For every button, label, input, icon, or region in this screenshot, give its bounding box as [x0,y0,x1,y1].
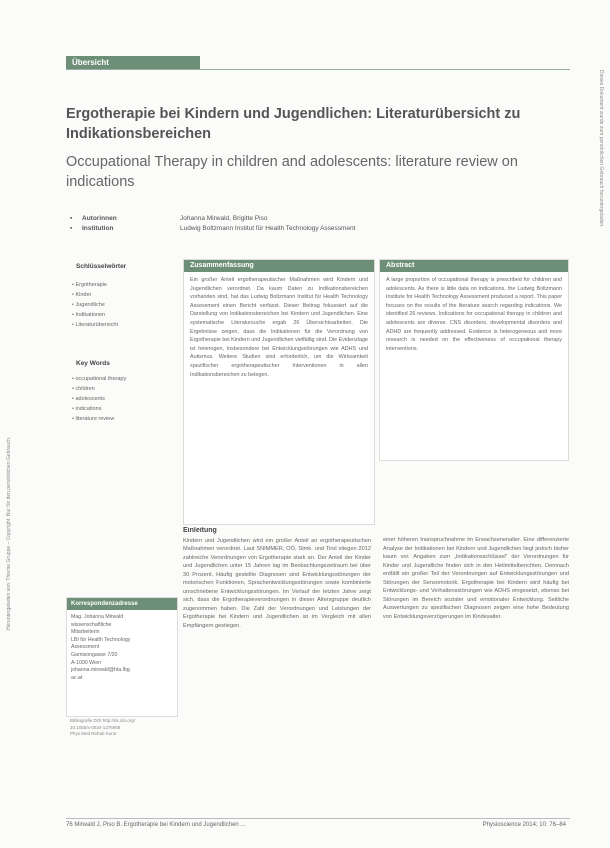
keyword: ▪ children [72,384,126,394]
keyword: ▪ Ergotherapie [72,280,118,290]
keywords-de-list [72,280,118,330]
keyword: ▪ Jugendliche [72,300,118,310]
footer-journal: Physioscience 2014; 10: 76–84 [482,822,566,828]
keywords-de-heading: Schlüsselwörter [76,263,127,270]
keyword: ▪ adolescents [72,394,126,404]
keywords-en-list [72,374,126,424]
abstract-german [183,259,375,525]
keyword: ▪ literature review [72,414,126,424]
institution-value: Ludwig Boltzmann Institut für Health Technology Assessment [180,225,356,232]
bullet-icon: ▪ [70,225,73,232]
institution-label: Institution [82,225,114,232]
correspondence-body: Mag. Johanna Mirwald wissenschaftliche Mitarbeiterin LBI für Health Technology Assessment Garnisongasse 7/20 A-1090 Wien johanna.mirwald@hta.lbg. ac.at [71,614,132,681]
intro-text-1: Kindern und Jugendlichen wird ein großer Anteil an ergotherapeutischen Maßnahmen verordnet. Laut SNIMMER, OÖ, Stmk. und Tirol stiegen 2012 zahlreiche Verordnungen von Ergotherapie stark an. Der Anteil der Kinder und Jugendlichen unter 15 Jahren lag im Beobachtungszeitraum bei über 30 Prozent. Häufig gestellte Diagnosen sind Entwicklungsstörungen der motorischen Funktionen, Sprachentwicklungsstörungen sowie kombinierte umschriebene Entwicklungsstörungen. Im Verlauf der letzten Jahre zeigt sich, dass die Ergotherapieverordnungen in dieser Altersgruppe deutlich zugenommen haben. Die Zahl der Verordnungen und Leistungen der Ergotherapie bei Kindern und Jugendlichen ist im Vergleich mit allen Empfängern gestiegen. [183,537,371,629]
footer-divider [66,818,570,819]
section-label: Übersicht [66,56,200,70]
bullet-icon: ▪ [70,215,73,222]
authors-label: Autorinnen [82,215,117,222]
abstract-english-body: A large proportion of occupational therapy is prescribed for children and adolescents. As there is little data on indications, the Ludwig Boltzmann Institute for Health Technology Assessment produced a report. This paper focuses on the results of the literature search regarding indications. We identified 26 reviews. Indications for occupational therapy in children and adolescents are diverse. CNS disorders, developmental disorders and ADHD are frequently addressed. Evidence is heterogeneous and more research is needed on the effectiveness of occupational therapy interventions. [386,277,562,352]
abstract-german-body: Ein großer Anteil ergotherapeutischer Maßnahmen wird Kindern und Jugendlichen verordnet. Da kaum Daten zu Indikationsbereichen vorhanden sind, hat das Ludwig Boltzmann Institut für Health Technology Assessment einen Bericht verfasst. Dieser Beitrag fokussiert auf die Darstellung von Indikationsbereichen bei Kindern und Jugendlichen. Eine systematische Literatursuche ergab 26 Übersichtsarbeiten. Die Ergebnisse zeigen, dass die Indikationen für die Verordnung von Ergotherapie bei Kindern und Jugendlichen vielfältig sind. Die Evidenzlage ist heterogen, insbesondere bei Entwicklungsstörungen wie ADHS und Autismus. Weitere Studien sind erforderlich, um die Wirksamkeit spezifischer ergotherapeutischer Interventionen in allen Indikationsbereichen zu belegen. [190,277,368,378]
bibliography-doi: Bibliografie DOI http://dx.doi.org/ 10.1055/s-0034-1376958 Phys Med Rehab Kuror [70,718,136,736]
title-english: Occupational Therapy in children and adolescents: literature review on indications [66,154,518,190]
correspondence-heading: Korrespondenzadresse [67,598,177,610]
intro-column-2 [383,536,569,812]
right-watermark: Dieses Dokument wurde zum persönlichen Gebrauch heruntergeladen. [598,70,604,228]
keyword: ▪ occupational therapy [72,374,126,384]
intro-column-1 [183,527,371,812]
abstract-english-heading: Abstract [380,260,568,272]
keyword: ▪ indications [72,404,126,414]
authors-value: Johanna Mirwald, Brigitte Piso [180,215,268,222]
keywords-en-heading: Key Words [76,360,110,367]
keyword: ▪ Kinder [72,290,118,300]
header-divider [66,69,570,70]
abstract-german-heading: Zusammenfassung [184,260,374,272]
intro-text-2: einer höheren Inanspruchnahme im Erwachsenenalter. Eine differenzierte Analyse der Indikationen bei Kindern und Jugendlichen liegt jedoch bisher kaum vor. Angaben zum „Indikationsschlüssel“ der Verordnungen für Kinder und Jugendliche finden sich in den Heilmittelberichten. Demnach entfällt ein großer Teil der Verordnungen auf Entwicklungsstörungen und Störungen der Sensomotorik. Ergotherapie bei Kindern wird häufig bei Entwicklungs- und Verhaltensstörungen wie ADHS eingesetzt, ebenso bei Störungen im Bereich sozialer und emotionaler Entwicklung. Seitliche Auswertungen zu spezifischen Diagnosen zeigen eine hohe Bedeutung von Entwicklungsverzögerungen im Kindesalter. [383,537,569,620]
intro-heading: Einleitung [183,527,217,534]
footer-citation: 76 Mirwald J, Piso B. Ergotherapie bei Kindern und Jugendlichen ... [66,822,246,828]
correspondence-box [66,597,178,717]
title-german: Ergotherapie bei Kindern und Jugendlichen: Literaturübersicht zu Indikationsbereichen [66,106,521,142]
side-watermark: Heruntergeladen von: Thieme Gruppe – Copyright. Nur für den persönlichen Gebrauch. [6,436,12,630]
keyword: ▪ Indikationen [72,310,118,320]
abstract-english [379,259,569,461]
keyword: ▪ Literaturübersicht [72,320,118,330]
